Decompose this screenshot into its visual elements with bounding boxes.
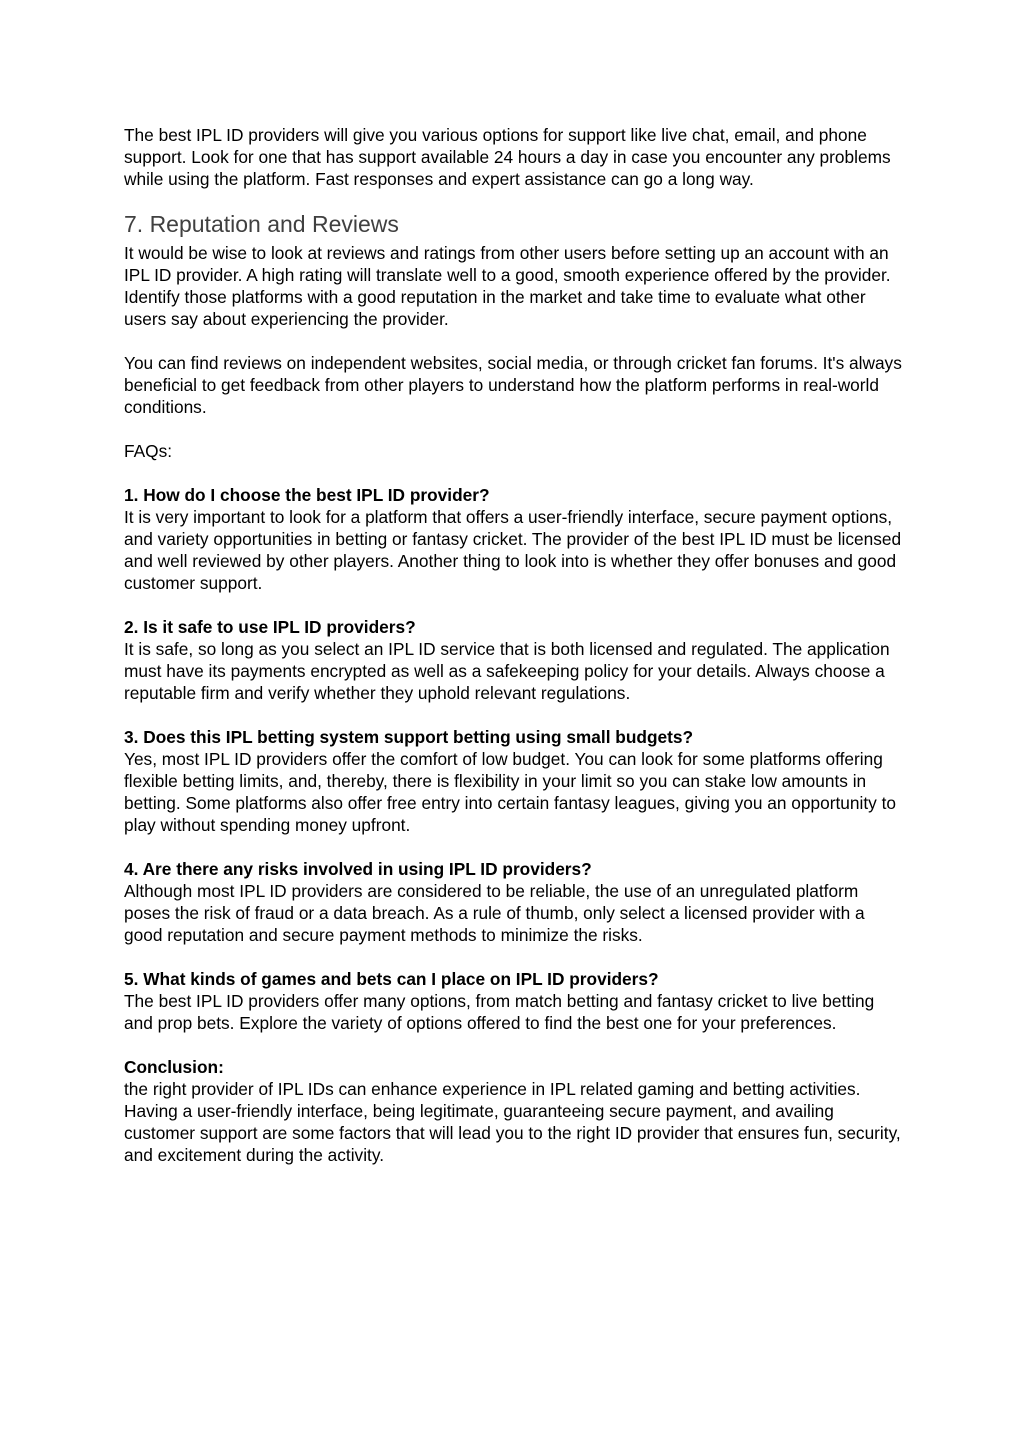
faq-answer: The best IPL ID providers offer many options, from match betting and fantasy cricket to live betting and prop bets. Explore the variety of options offered to find the best one for your preferences.	[124, 991, 875, 1033]
document-page	[124, 124, 904, 1166]
conclusion-text: the right provider of IPL IDs can enhance experience in IPL related gaming and betting activities. Having a user-friendly interface, being legitimate, guaranteeing secure payment, and availing customer support are some factors that will lead you to the right ID provider that ensures fun, security, and excitement during the activity.	[124, 1079, 901, 1165]
faq-item	[124, 484, 904, 594]
reputation-paragraph-1: It would be wise to look at reviews and ratings from other users before setting up an account with an IPL ID provider. A high rating will translate well to a good, smooth experience offered by the provider. Identify those platforms with a good reputation in the market and take time to evaluate what other users say about experiencing the provider.	[124, 243, 891, 329]
faq-item	[124, 968, 904, 1034]
conclusion-section	[124, 1056, 904, 1166]
faqs-label: FAQs:	[124, 441, 173, 461]
intro-paragraph: The best IPL ID providers will give you various options for support like live chat, email, and phone support. Look for one that has support available 24 hours a day in case you encounter any problems while using the platform. Fast responses and expert assistance can go a long way.	[124, 125, 891, 189]
faq-question: 4. Are there any risks involved in using IPL ID providers?	[124, 859, 592, 879]
faq-item	[124, 726, 904, 836]
faq-answer: It is very important to look for a platform that offers a user-friendly interface, secure payment options, and variety opportunities in betting or fantasy cricket. The provider of the best IPL ID must be licensed and well reviewed by other players. Another thing to look into is whether they offer bonuses and good customer support.	[124, 507, 902, 593]
faq-answer: It is safe, so long as you select an IPL ID service that is both licensed and regulated. The application must have its payments encrypted as well as a safekeeping policy for your details. Always choose a reputable firm and verify whether they uphold relevant regulations.	[124, 639, 890, 703]
faq-item	[124, 616, 904, 704]
faq-answer: Yes, most IPL ID providers offer the comfort of low budget. You can look for some platforms offering flexible betting limits, and, thereby, there is flexibility in your limit so you can stake low amounts in betting. Some platforms also offer free entry into certain fantasy leagues, giving you an opportunity to play without spending money upfront.	[124, 749, 897, 835]
faq-answer: Although most IPL ID providers are considered to be reliable, the use of an unregulated platform poses the risk of fraud or a data breach. As a rule of thumb, only select a licensed provider with a good reputation and secure payment methods to minimize the risks.	[124, 881, 865, 945]
faq-item	[124, 858, 904, 946]
reputation-paragraph-2: You can find reviews on independent websites, social media, or through cricket fan forums. It's always beneficial to get feedback from other players to understand how the platform performs in real-world conditions.	[124, 353, 902, 417]
section-heading-reputation: 7. Reputation and Reviews	[124, 211, 399, 237]
conclusion-heading: Conclusion:	[124, 1057, 224, 1077]
faq-question: 3. Does this IPL betting system support betting using small budgets?	[124, 727, 694, 747]
faq-question: 5. What kinds of games and bets can I place on IPL ID providers?	[124, 969, 659, 989]
faq-question: 2. Is it safe to use IPL ID providers?	[124, 617, 416, 637]
faq-question: 1. How do I choose the best IPL ID provider?	[124, 485, 490, 505]
